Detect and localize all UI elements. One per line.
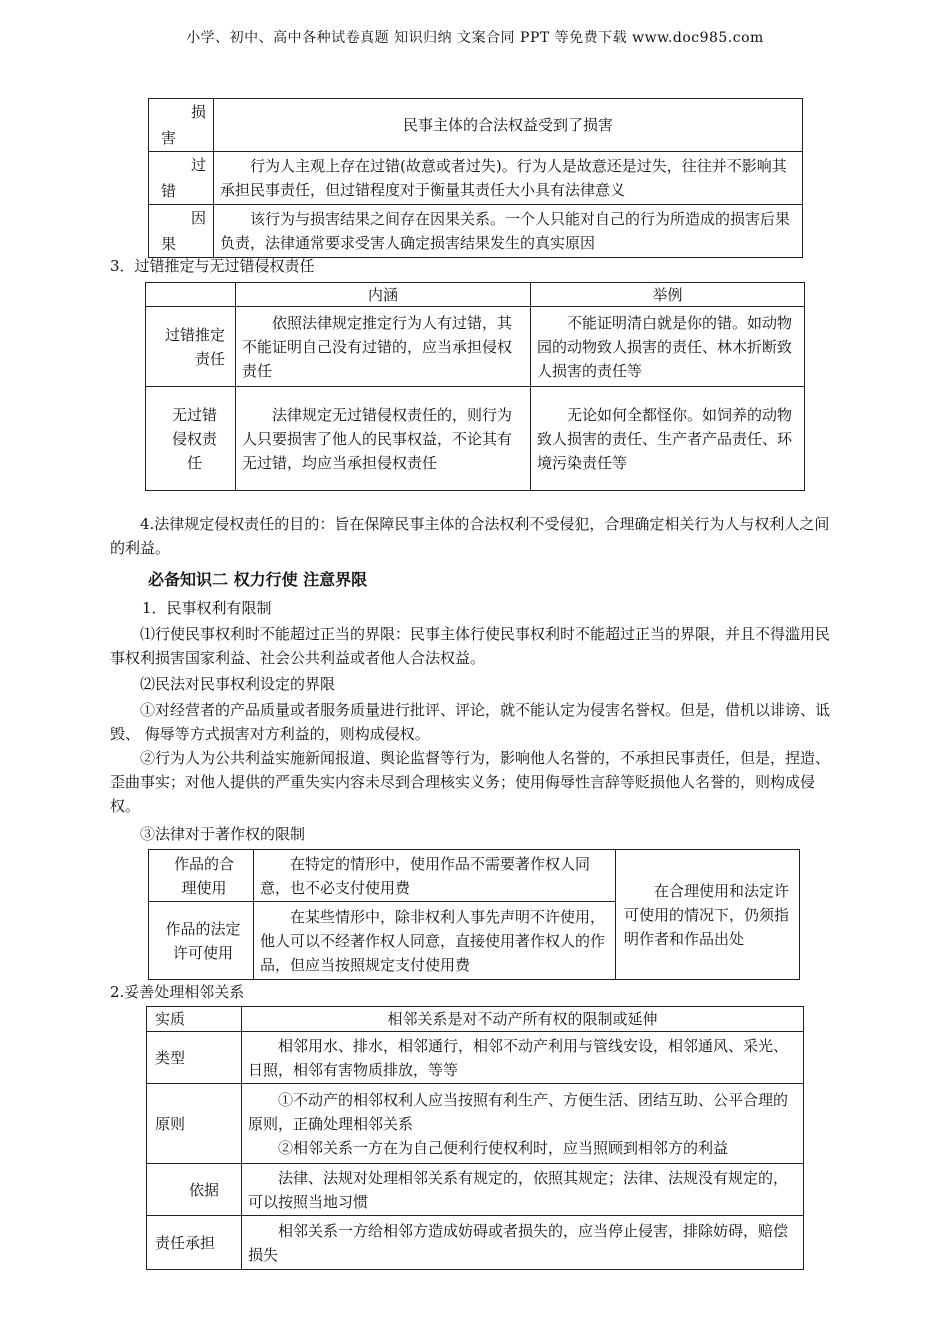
tort-elements-table — [148, 98, 803, 258]
principle-2: ②相邻关系一方在为自己便利行使权利时，应当照顾到相邻方的利益 — [278, 1138, 729, 1157]
table-row — [149, 850, 800, 902]
row-text: 相邻用水、排水，相邻通行，相邻不动产利用与管线安设，相邻通风、采光、日照，相邻有害物质排放，等等 — [242, 1032, 804, 1084]
subsection-1-title: 1．民事权利有限制 — [142, 599, 272, 617]
row-label: 原则 — [147, 1084, 242, 1164]
paragraph: ⑴行使民事权利时不能超过正当的界限：民事主体行使民事权利时不能超过正当的界限，并且不得滥用民事权利损害国家利益、社会公共利益或者他人合法权益。 — [110, 625, 831, 667]
row-text: 行为人主观上存在过错(故意或者过失)。行为人是故意还是过失，往往并不影响其承担民事责任，但过错程度对于衡量其责任大小具有法律意义 — [214, 152, 803, 205]
row-label: 过错 — [149, 152, 214, 205]
table-row — [147, 1007, 804, 1032]
row-example: 无论如何全都怪你。如饲养的动物致人损害的责任、生产者产品责任、环境污染责任等 — [531, 387, 805, 491]
paragraph: ③法律对于著作权的限制 — [140, 825, 306, 843]
table-row — [149, 152, 803, 205]
row-example: 不能证明清白就是你的错。如动物园的动物致人损害的责任、林木折断致人损害的责任等 — [531, 307, 805, 387]
paragraph: ①对经营者的产品质量或者服务质量进行批评、评论，就不能认定为侵害名誉权。但是，借机以诽谤、诋毁、 侮辱等方式损害对方利益的，则构成侵权。 — [110, 701, 831, 743]
row-label: 过错推定责任 — [146, 307, 236, 387]
section-2-title: 必备知识二 权力行使 注意界限 — [148, 570, 368, 589]
paragraph: ②行为人为公共利益实施新闻报道、舆论监督等行为，影响他人名誉的，不承担民事责任，但是，捏造、歪曲事实；对他人提供的严重失实内容未尽到合理核实义务；使用侮辱性言辞等贬损他人名誉的，则构成侵权。 — [110, 749, 831, 815]
table-note: 在合理使用和法定许可使用的情况下，仍须指明作者和作品出处 — [616, 850, 800, 980]
table-header-row — [146, 283, 805, 307]
paragraph: ⑵民法对民事权利设定的界限 — [140, 675, 336, 693]
column-header-meaning: 内涵 — [236, 283, 531, 307]
table-row — [147, 1164, 804, 1216]
row-text: 在某些情形中，除非权利人事先声明不许使用，他人可以不经著作权人同意，直接使用著作权人的作品，但应当按照规定支付使用费 — [254, 902, 616, 980]
table-row — [149, 205, 803, 258]
table-row — [147, 1216, 804, 1270]
row-text: 民事主体的合法权益受到了损害 — [214, 99, 803, 152]
row-label: 实质 — [147, 1007, 242, 1032]
copyright-limits-table — [148, 849, 800, 980]
row-text: 相邻关系是对不动产所有权的限制或延伸 — [242, 1007, 804, 1032]
row-label: 作品的合理使用 — [149, 850, 254, 902]
row-label: 依据 — [147, 1164, 242, 1216]
blank-header — [146, 283, 236, 307]
table-row — [147, 1032, 804, 1084]
row-text: 该行为与损害结果之间存在因果关系。一个人只能对自己的行为所造成的损害后果负责，法律通常要求受害人确定损害结果发生的真实原因 — [214, 205, 803, 258]
table-row — [149, 99, 803, 152]
row-label: 无过错侵权责任 — [146, 387, 236, 491]
row-label: 因果 — [149, 205, 214, 258]
section-3-title: 3．过错推定与无过错侵权责任 — [110, 257, 315, 275]
page-header: 小学、初中、高中各种试卷真题 知识归纳 文案合同 PPT 等免费下载 www.doc985.com — [186, 30, 764, 46]
table-row — [146, 307, 805, 387]
row-meaning: 依照法律规定推定行为人有过错，其不能证明自己没有过错的，应当承担侵权责任 — [236, 307, 531, 387]
row-label: 责任承担 — [147, 1216, 242, 1270]
row-text: 在特定的情形中，使用作品不需要著作权人同意，也不必支付使用费 — [254, 850, 616, 902]
paragraph-4: 4.法律规定侵权责任的目的：旨在保障民事主体的合法权利不受侵犯，合理确定相关行为人与权利人之间的利益。 — [110, 515, 830, 557]
table-row — [146, 387, 805, 491]
row-text — [242, 1084, 804, 1164]
table-row — [147, 1084, 804, 1164]
row-text: 相邻关系一方给相邻方造成妨碍或者损失的，应当停止侵害，排除妨碍，赔偿损失 — [242, 1216, 804, 1270]
row-text: 法律、法规对处理相邻关系有规定的，依照其规定；法律、法规没有规定的，可以按照当地习惯 — [242, 1164, 804, 1216]
subsection-2-title: 2.妥善处理相邻关系 — [110, 983, 245, 1001]
row-label: 作品的法定许可使用 — [149, 902, 254, 980]
row-label: 损害 — [149, 99, 214, 152]
neighbor-relations-table — [146, 1006, 804, 1270]
liability-types-table — [145, 282, 805, 491]
row-label: 类型 — [147, 1032, 242, 1084]
column-header-example: 举例 — [531, 283, 805, 307]
row-meaning: 法律规定无过错侵权责任的，则行为人只要损害了他人的民事权益，不论其有无过错，均应当承担侵权责任 — [236, 387, 531, 491]
principle-1: ①不动产的相邻权利人应当按照有利生产、方便生活、团结互助、公平合理的原则，正确处理相邻关系 — [248, 1090, 789, 1133]
